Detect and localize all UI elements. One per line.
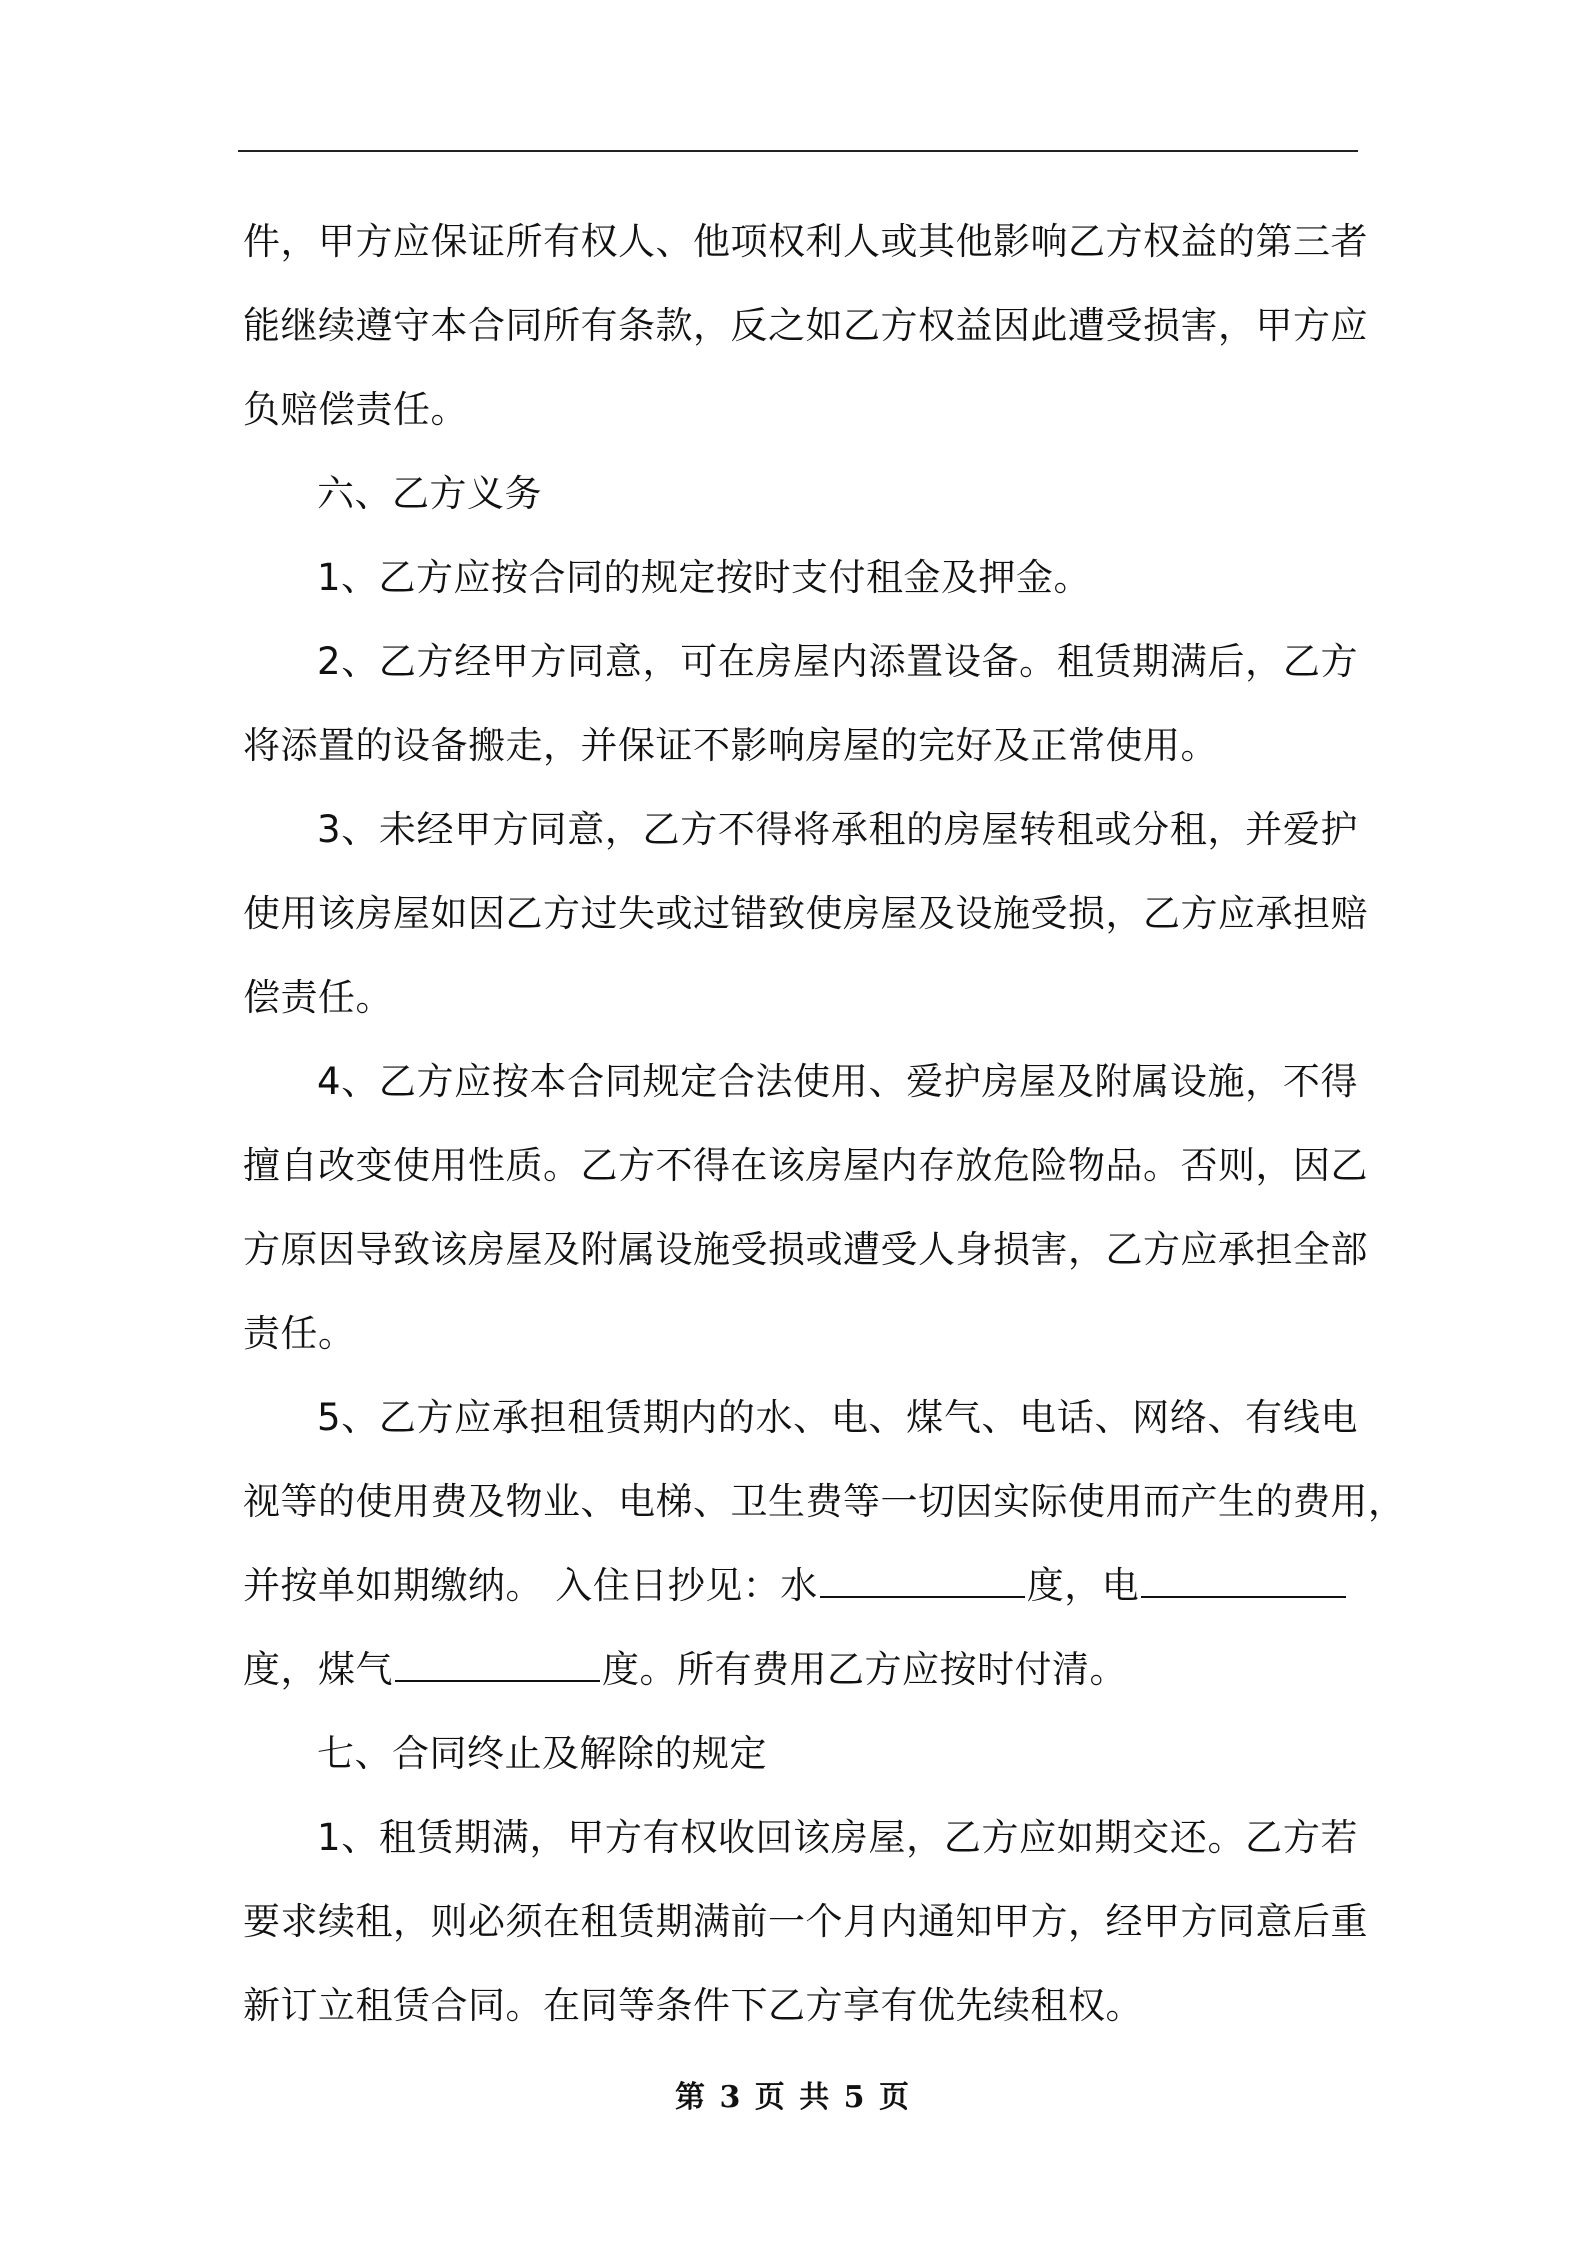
gas-reading-blank bbox=[395, 1640, 600, 1682]
text-line: 1、租赁期满，甲方有权收回该房屋，乙方应如期交还。乙方若 bbox=[317, 1816, 1358, 1859]
text-line: 负赔偿责任。 bbox=[243, 388, 468, 431]
document-body bbox=[243, 200, 1406, 2048]
text-line: 要求续租，则必须在租赁期满前一个月内通知甲方，经甲方同意后重 bbox=[243, 1900, 1368, 1943]
clause-6-4 bbox=[243, 1040, 1368, 1376]
meter-prefix: 并按单如期缴纳。 入住日抄见：水 bbox=[243, 1564, 818, 1607]
text-line: 5、乙方应承担租赁期内的水、电、煤气、电话、网络、有线电 bbox=[317, 1396, 1358, 1439]
text-line: 2、乙方经甲方同意，可在房屋内添置设备。租赁期满后，乙方 bbox=[317, 640, 1358, 683]
clause-6-5 bbox=[243, 1376, 1406, 1712]
text-line: 使用该房屋如因乙方过失或过错致使房屋及设施受损，乙方应承担赔 bbox=[243, 892, 1368, 935]
text-line: 擅自改变使用性质。乙方不得在该房屋内存放危险物品。否则，因乙 bbox=[243, 1144, 1368, 1187]
text-line: 将添置的设备搬走，并保证不影响房屋的完好及正常使用。 bbox=[243, 724, 1218, 767]
meter-suffix: 度。所有费用乙方应按时付清。 bbox=[602, 1648, 1127, 1691]
text-line: 偿责任。 bbox=[243, 976, 393, 1019]
section-heading-6 bbox=[243, 452, 1358, 536]
header-rule bbox=[238, 150, 1358, 152]
clause-7-1 bbox=[243, 1796, 1368, 2048]
heading-text: 六、乙方义务 bbox=[317, 472, 542, 515]
clause-6-3 bbox=[243, 788, 1368, 1040]
clause-6-1 bbox=[243, 536, 1358, 620]
meter-reading-line-2 bbox=[243, 1628, 1358, 1712]
meter-reading-line bbox=[243, 1544, 1358, 1628]
water-reading-blank bbox=[820, 1556, 1025, 1598]
heading-text: 七、合同终止及解除的规定 bbox=[317, 1732, 767, 1775]
meter-gas-prefix: 度，煤气 bbox=[243, 1648, 393, 1691]
section-heading-7 bbox=[243, 1712, 1358, 1796]
meter-unit-electric: 度，电 bbox=[1026, 1564, 1140, 1607]
text-line: 4、乙方应按本合同规定合法使用、爱护房屋及附属设施，不得 bbox=[317, 1060, 1358, 1103]
text-line: 件，甲方应保证所有权人、他项权利人或其他影响乙方权益的第三者 bbox=[243, 220, 1368, 263]
clause-6-2 bbox=[243, 620, 1358, 788]
electric-reading-blank bbox=[1141, 1556, 1346, 1598]
text-line: 方原因导致该房屋及附属设施受损或遭受人身损害，乙方应承担全部 bbox=[243, 1228, 1368, 1271]
text-line: 能继续遵守本合同所有条款，反之如乙方权益因此遭受损害，甲方应 bbox=[243, 304, 1368, 347]
page-number: 第 3 页 共 5 页 bbox=[675, 2080, 911, 2115]
text-line: 1、乙方应按合同的规定按时支付租金及押金。 bbox=[317, 556, 1092, 599]
text-line: 新订立租赁合同。在同等条件下乙方享有优先续租权。 bbox=[243, 1984, 1143, 2027]
text-line: 责任。 bbox=[243, 1312, 356, 1355]
paragraph-continuation bbox=[243, 200, 1368, 452]
text-line: 视等的使用费及物业、电梯、卫生费等一切因实际使用而产生的费用， bbox=[243, 1480, 1406, 1523]
text-line: 3、未经甲方同意，乙方不得将承租的房屋转租或分租，并爱护 bbox=[317, 808, 1358, 851]
